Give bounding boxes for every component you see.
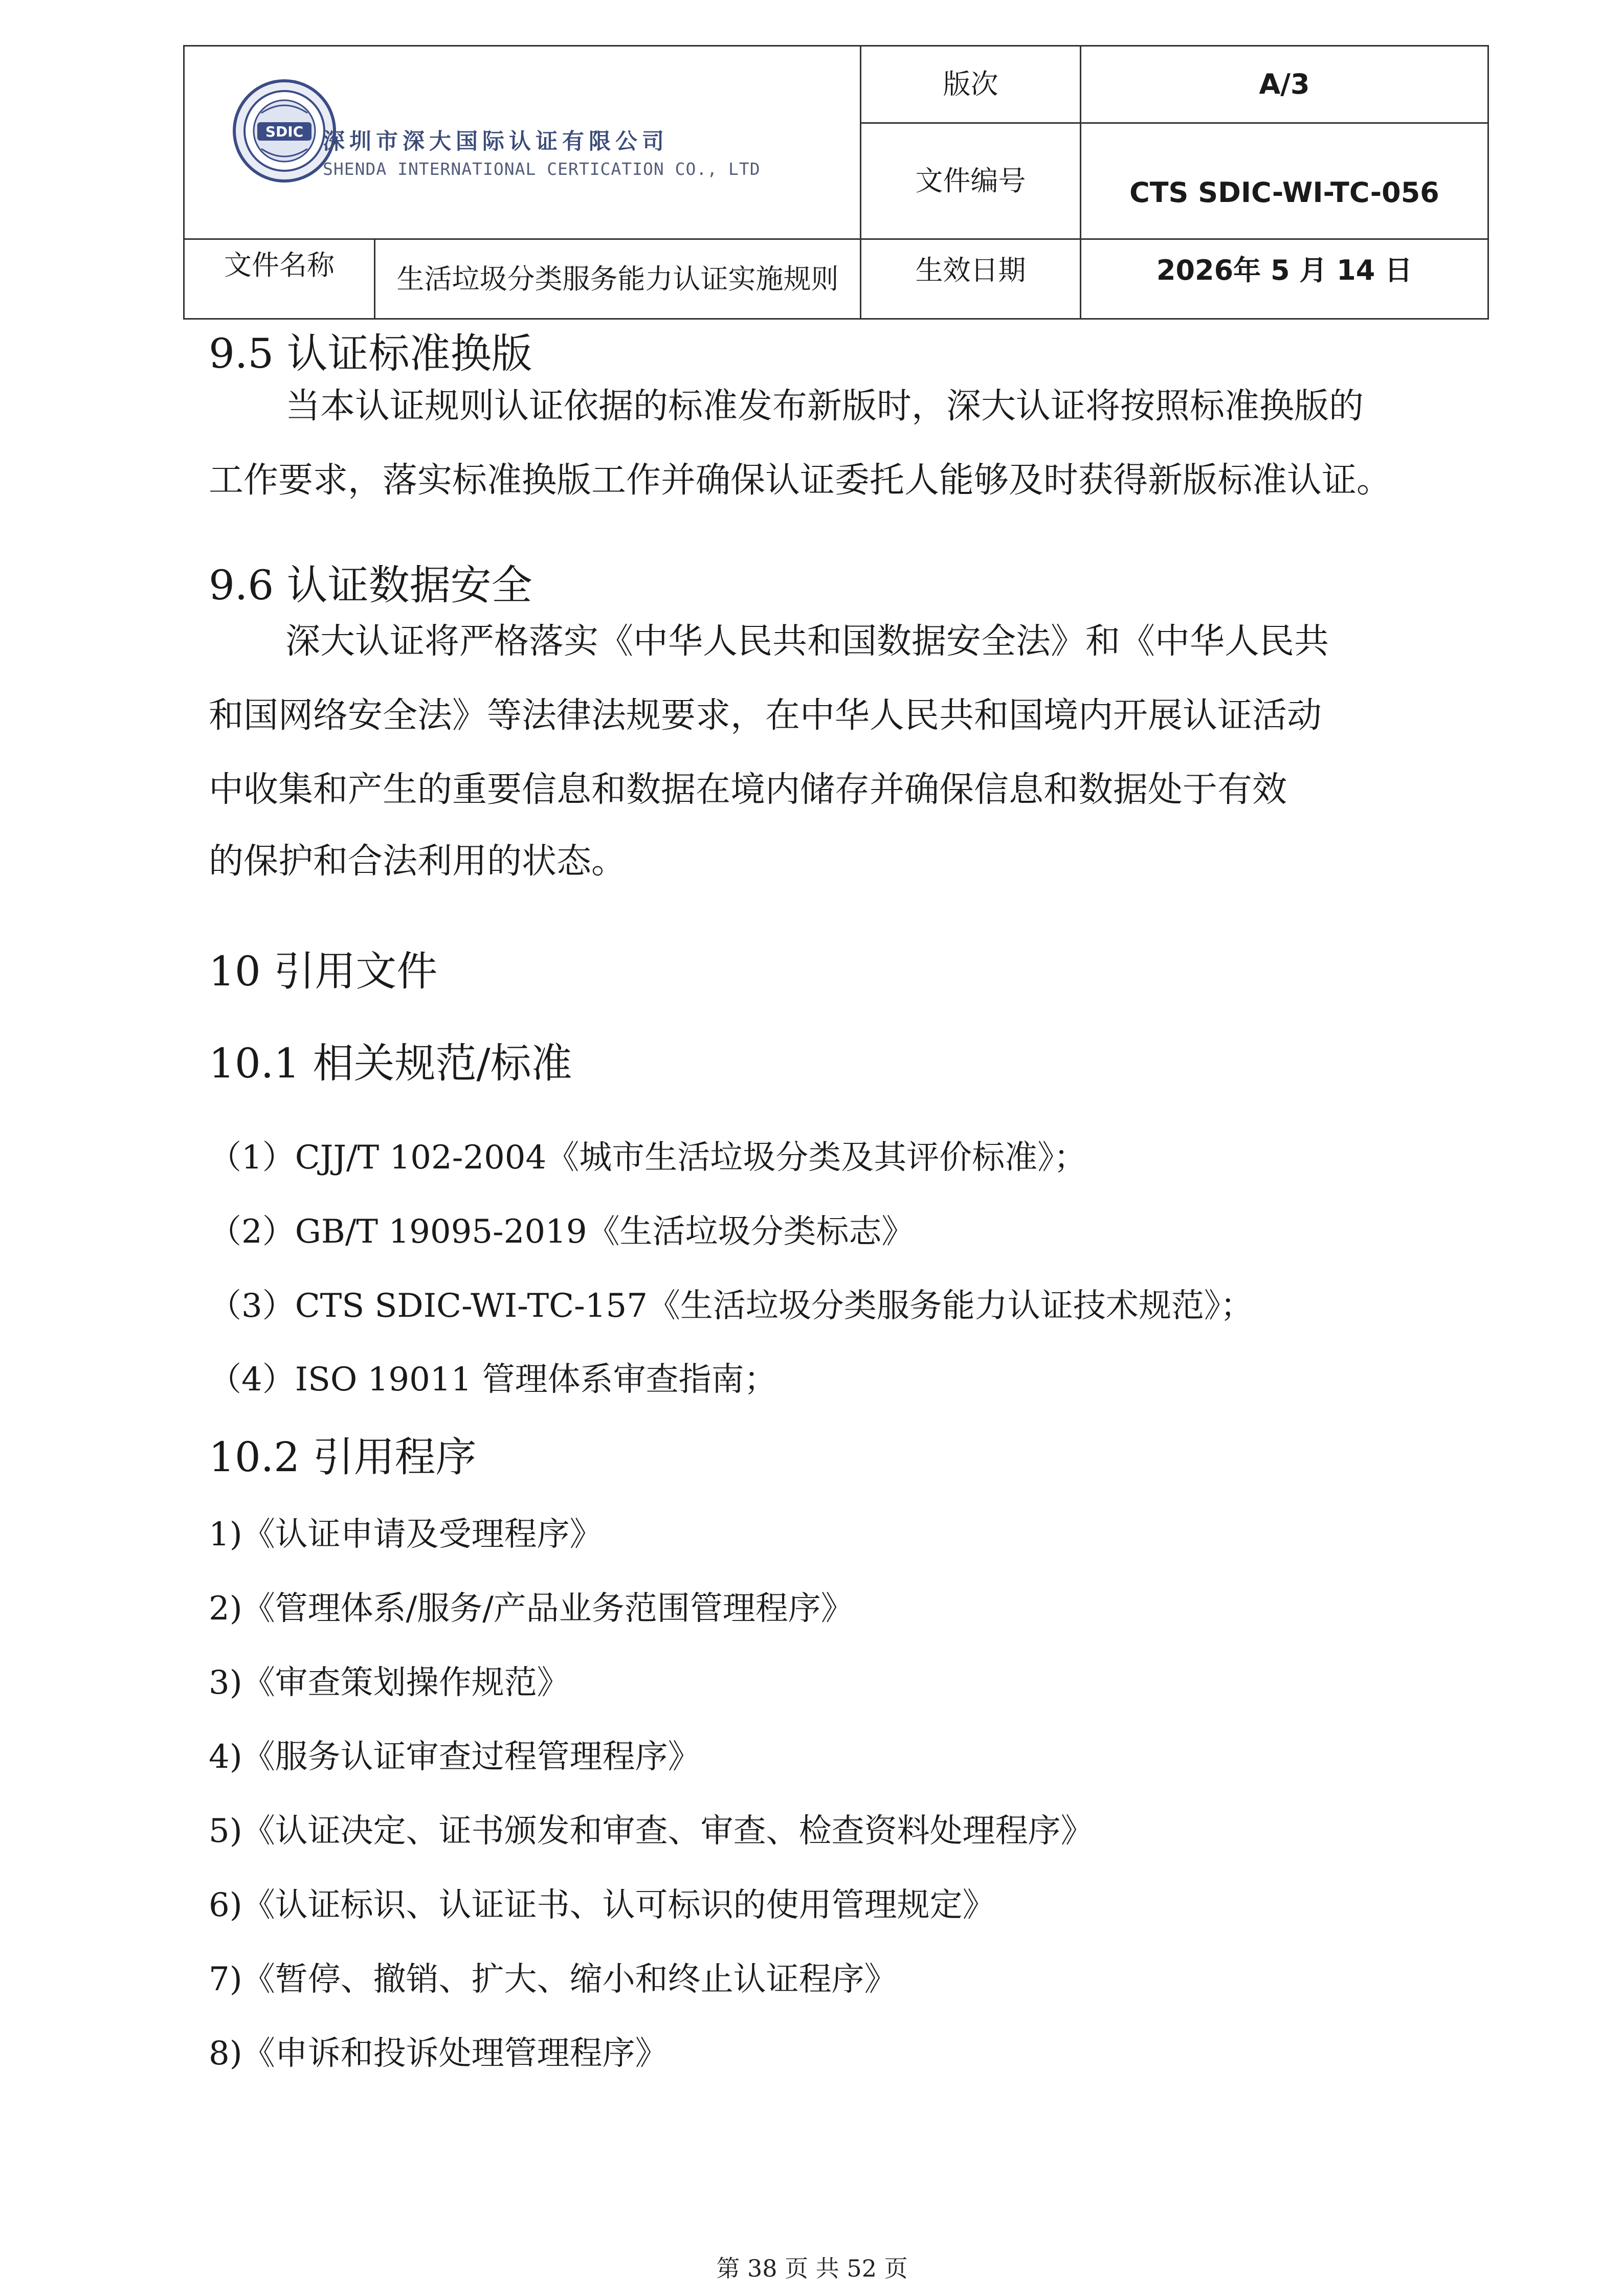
doc-name-label: 文件名称 bbox=[224, 249, 335, 281]
procedure-list-item: 7)《暂停、撤销、扩大、缩小和终止认证程序》 bbox=[209, 1961, 897, 1998]
procedure-list-item: 4)《服务认证审查过程管理程序》 bbox=[209, 1738, 701, 1776]
doc-name-value: 生活垃圾分类服务能力认证实施规则 bbox=[396, 262, 839, 295]
standard-list-item: （3）CTS SDIC-WI-TC-157《生活垃圾分类服务能力认证技术规范》； bbox=[209, 1287, 1253, 1325]
version-value: A/3 bbox=[1259, 68, 1310, 100]
effective-date-value: 2026年 5 月 14 日 bbox=[1156, 254, 1413, 286]
procedure-list-item: 8)《申诉和投诉处理管理程序》 bbox=[209, 2035, 668, 2073]
company-name-cn: 深圳市深大国际认证有限公司 bbox=[323, 129, 669, 154]
page-number: 第 38 页 共 52 页 bbox=[716, 2255, 908, 2282]
version-label: 版次 bbox=[943, 68, 998, 100]
document-header-table bbox=[183, 45, 1489, 320]
svg-text:SDIC: SDIC bbox=[265, 123, 304, 140]
procedure-list-item: 2)《管理体系/服务/产品业务范围管理程序》 bbox=[209, 1590, 854, 1628]
section-heading-9-5: 9.5 认证标准换版 bbox=[209, 330, 532, 377]
standard-list-item: （4）ISO 19011 管理体系审查指南； bbox=[209, 1361, 777, 1399]
doc-number-value: CTS SDIC-WI-TC-056 bbox=[1129, 176, 1439, 209]
paragraph-line: 工作要求，落实标准换版工作并确保认证委托人能够及时获得新版标准认证。 bbox=[209, 460, 1392, 501]
standard-list-item: （1）CJJ/T 102-2004《城市生活垃圾分类及其评价标准》； bbox=[209, 1139, 1087, 1177]
company-name-en: SHENDA INTERNATIONAL CERTICATION CO., LTD bbox=[323, 159, 761, 179]
company-seal-icon bbox=[231, 77, 338, 185]
section-heading-10-2: 10.2 引用程序 bbox=[209, 1433, 477, 1481]
paragraph-line: 当本认证规则认证依据的标准发布新版时，深大认证将按照标准换版的 bbox=[285, 386, 1364, 426]
effective-date-label: 生效日期 bbox=[915, 254, 1026, 286]
doc-number-label: 文件编号 bbox=[915, 165, 1026, 197]
procedure-list-item: 5)《认证决定、证书颁发和审查、审查、检查资料处理程序》 bbox=[209, 1812, 1094, 1850]
section-heading-10-1: 10.1 相关规范/标准 bbox=[209, 1040, 572, 1087]
section-heading-9-6: 9.6 认证数据安全 bbox=[209, 561, 532, 609]
standard-list-item: （2）GB/T 19095-2019《生活垃圾分类标志》 bbox=[209, 1213, 915, 1251]
procedure-list-item: 1)《认证申请及受理程序》 bbox=[209, 1516, 603, 1554]
paragraph-line: 中收集和产生的重要信息和数据在境内储存并确保信息和数据处于有效 bbox=[209, 770, 1287, 810]
procedure-list-item: 3)《审查策划操作规范》 bbox=[209, 1664, 570, 1702]
paragraph-line: 的保护和合法利用的状态。 bbox=[209, 841, 627, 882]
section-heading-10: 10 引用文件 bbox=[209, 948, 438, 995]
paragraph-line: 深大认证将严格落实《中华人民共和国数据安全法》和《中华人民共 bbox=[285, 621, 1329, 662]
paragraph-line: 和国网络安全法》等法律法规要求，在中华人民共和国境内开展认证活动 bbox=[209, 695, 1322, 736]
procedure-list-item: 6)《认证标识、认证证书、认可标识的使用管理规定》 bbox=[209, 1886, 995, 1924]
company-logo bbox=[231, 77, 937, 195]
